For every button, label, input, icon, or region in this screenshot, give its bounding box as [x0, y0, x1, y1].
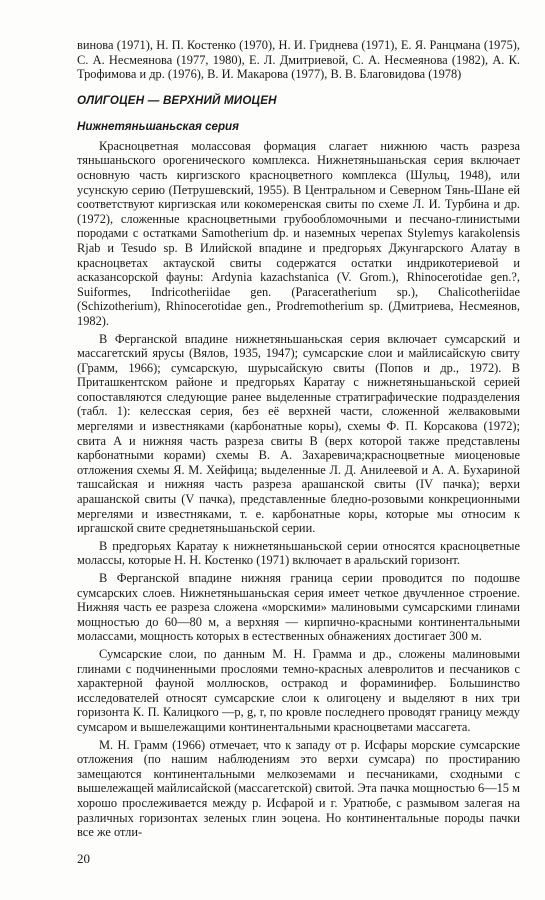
text-body	[77, 38, 520, 840]
subsection-heading: Нижнетяньшаньская серия	[77, 119, 239, 133]
paragraph: В Ферганской впадине нижнетяньшаньская серия включает сумсарский и массагетский ярусы (Вялов, 1935, 1947); сумсарские слои и майлисайскую свиту (Грамм, 1966); сумсарскую, шурысайскую свиты (Попов и др., 1972). В Приташкентском районе и предгорьях Каратау с нижнетяньшаньской серией сопоставляются следующие ранее выделенные стратиграфические подразделения (табл. 1): келесская серия, без её верхней части, сложенной желваковыми мергелями и известняками (карбонатные коры), схемы Ф. П. Корсакова (1972); свита А и нижняя часть разреза свиты В (верх которой также представлены карбонатными корами) схемы В. А. Захаревича;красноцветные миоценовые отложения схемы Я. М. Хейфица; выделенные Л. Д. Анилеевой и А. А. Бухариной ташсайская и нижняя часть разреза арашанской свиты (IV пачка); верхи арашанской свиты (V пачка), представленные бледно-розовыми конкреционными мергелями и известняками, т. е. карбонатные коры, которые мы относим к иргашской свите среднетяньшаньской серии.	[77, 331, 520, 536]
paragraph: Красноцветная молассовая формация слагает нижнюю часть разреза тяньшаньского орогенического комплекса. Нижнетяньшаньская серия включает основную часть киргизского красноцветного комплекса (Шульц, 1948), или усунскую серию (Петрушевский, 1955). В Центральном и Северном Тянь-Шане ей соответствуют киргизская или кокомеренская свиты по схеме Л. И. Турбина и др. (1972), сложенные красноцветными грубообломочными и песчано-глинистыми породами с остатками Samotherium dp. и наземных черепах Stylemys karakolensis Rjab и Tesudo sp. В Илийской впадине и предгорьях Джунгарского Алатау в красноцветах актауской свиты содержатся остатки индрикотериевой и асказансорской фауны: Ardynia kazachstanica (V. Grom.), Rhinocerotidae gen.?, Suiformes, Indricotheriidae gen. (Paraceratherium sp.), Chalicotheriidae (Schizotherium), Rhinocerotidae gen., Prodremotherium sp. (Дмитриева, Несмеянов, 1982).	[77, 138, 520, 328]
paragraph: Сумсарские слои, по данным М. Н. Грамма и др., сложены малиновыми глинами с подчиненными прослоями темно-красных алевролитов и песчаников с характерной фауной моллюсков, остракод и фораминифер. Большинство исследователей относят сумсарские слои к олигоцену и выделяют в них три горизонта К. П. Калицкого —р, g, r, по кровле последнего проводят границу между сумсаром и вышележащими континентальными красноцветами массагета.	[77, 646, 520, 734]
paragraph: В предгорьях Каратау к нижнетяньшаньской серии относятся красноцветные молассы, которые Н. Н. Костенко (1971) включает в аральский горизонт.	[77, 538, 520, 568]
paragraph: М. Н. Грамм (1966) отмечает, что к западу от р. Исфары морские сумсарские отложения (по нашим наблюдениям это верхи сумсара) по простиранию замещаются континентальными мелкоземами и песчаниками, сходными с вышележащей майлисайской (массагетской) свитой. Эта пачка мощностью 6—15 м хорошо прослеживается между р. Исфарой и г. Уратюбе, с размывом залегая на различных горизонтах зеленых глин эоцена. Но континентальные породы пачки все же отли-	[77, 737, 520, 840]
paragraph: В Ферганской впадине нижняя граница серии проводится по подошве сумсарских слоев. Нижнетяньшаньская серия имеет четкое двучленное строение. Нижняя часть ее разреза сложена «морскими» малиновыми сумсарскими глинами мощностью до 60—80 м, а верхняя — кирпично-красными континентальными молассами, мощность которых в естественных обнажениях достигает 300 м.	[77, 571, 520, 644]
intro-paragraph: винова (1971), Н. П. Костенко (1970), Н. И. Гриднева (1971), Е. Я. Ранцмана (1975), С. А. Несмеянова (1977, 1980), Е. Л. Дмитриевой, С. А. Несмеянова (1982), А. К. Трофимова и др. (1976), В. И. Макарова (1977), В. В. Благовидова (1978)	[77, 38, 520, 82]
section-heading: ОЛИГОЦЕН — ВЕРХНИЙ МИОЦЕН	[77, 93, 277, 107]
page-number: 20	[77, 851, 90, 866]
